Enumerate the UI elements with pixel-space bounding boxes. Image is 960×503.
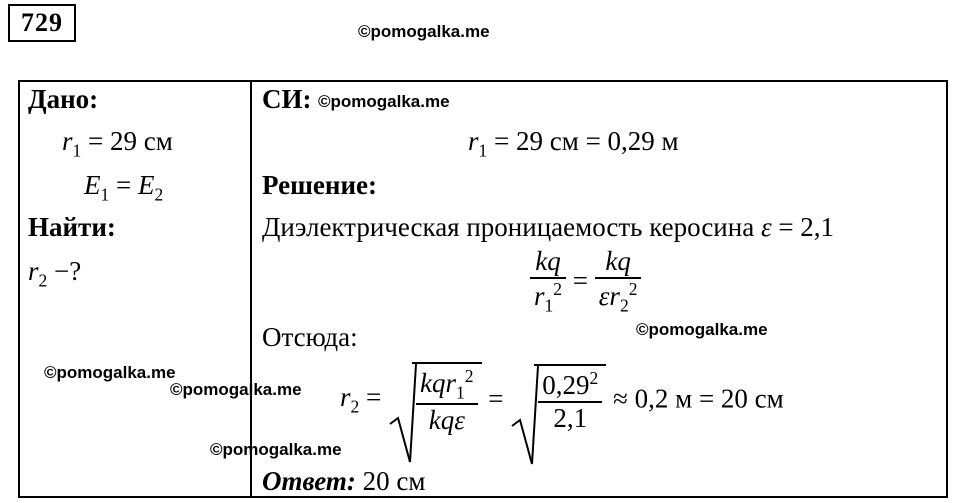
given-heading: Дано: xyxy=(28,84,99,114)
given-e-relation: $E_1 = E_2$ xyxy=(84,170,164,205)
sqrt-symbolic: $\frac{kqr_1^2}{\text{kqε}}$ xyxy=(388,362,482,436)
watermark: ©pomogalka.me xyxy=(358,22,490,41)
result-equation: $r_2$ = $\frac{kqr_1^2}{\text{kqε}}$ = $\frac{0,29^2}{2,1}$ ≈ 0,2 м = 20 см xyxy=(340,362,784,436)
given-r1: $r_1 = 29$ см xyxy=(62,126,173,161)
watermark: ©pomogalka.me xyxy=(170,380,302,399)
fraction-right: $\frac{kq}{\varepsilon r_2^2}$ xyxy=(595,246,642,316)
hence-label: Отсюда: xyxy=(262,322,358,352)
fraction-left: $\frac{kq}{r_1^2}$ xyxy=(530,246,566,316)
field-equation: $\frac{kq}{r_1^2}$ = $\frac{kq}{\varepsilon r_2^2}$ xyxy=(530,246,641,316)
result-approx: ≈ 0,2 м = 20 см xyxy=(613,383,784,414)
find-heading: Найти: xyxy=(28,212,116,242)
solution-heading: Решение: xyxy=(262,170,377,200)
sqrt-numeric: $\frac{0,29^2}{2,1}$ xyxy=(510,364,606,434)
watermark: ©pomogalka.me xyxy=(44,363,176,382)
column-divider xyxy=(250,80,252,498)
si-r1-conversion: $r_1 = 29$ см = 0,29 м xyxy=(468,126,679,161)
watermark: ©pomogalka.me xyxy=(318,92,450,111)
si-heading: СИ: xyxy=(262,84,312,114)
problem-number: 729 xyxy=(8,4,76,42)
answer: Ответ: 20 см xyxy=(262,466,426,496)
watermark: ©pomogalka.me xyxy=(210,440,342,459)
find-item: $r_2$ −? xyxy=(28,256,82,291)
solution-line1: Диэлектрическая проницаемость керосина ε = 2,1 xyxy=(262,212,835,242)
watermark: ©pomogalka.me xyxy=(636,320,768,339)
